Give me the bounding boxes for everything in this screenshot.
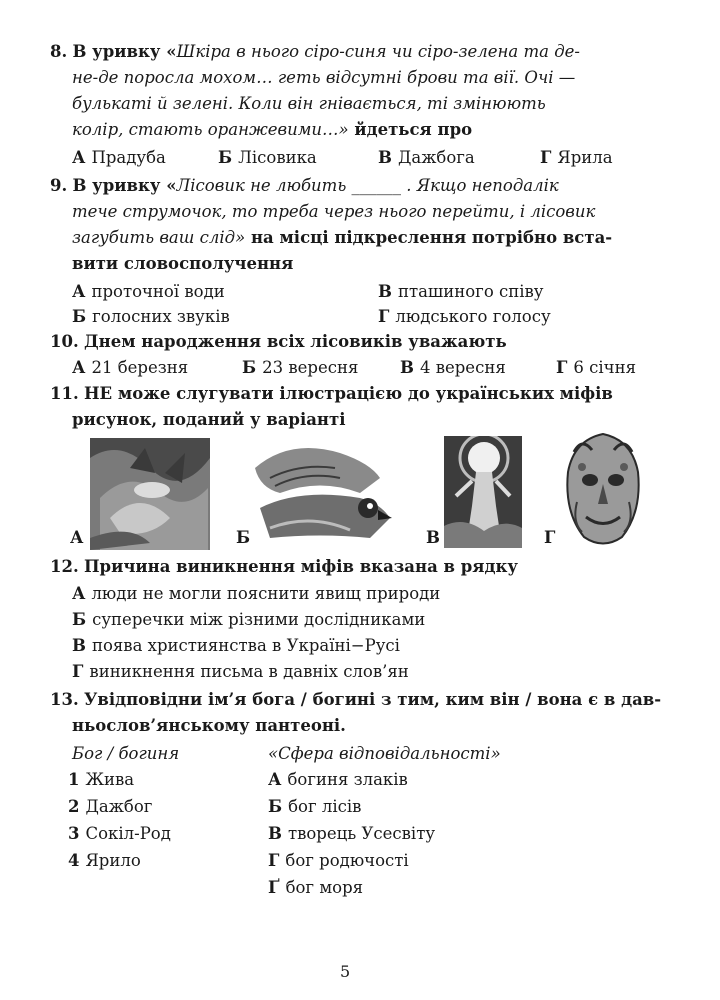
q12-text: Причина виникнення міфів вказана в рядку: [83, 557, 518, 576]
q13-text-1: Увідповідни ім’я бога / богині з тим, ким він / вона є в дав-: [83, 690, 662, 709]
q8-lead: В уривку «: [72, 42, 177, 61]
q8-line-1: [50, 40, 580, 64]
q12-number: 12.: [50, 557, 79, 576]
q11-number: 11.: [50, 384, 79, 403]
q9-quote-2: тече струмочок, то треба через нього перейти, і лісовик: [72, 202, 596, 221]
q11-line-1: [50, 382, 613, 406]
q9-number: 9.: [50, 176, 68, 195]
q13-right-ge: Ґ бог моря: [268, 878, 364, 897]
q12-option-b: Б суперечки між різними дослідниками: [72, 610, 426, 629]
q13-text-2: ньослов’янському пантеоні.: [72, 716, 346, 735]
q13-left-4: 4 Ярило: [68, 851, 141, 870]
q10-option-g: Г 6 січня: [556, 358, 636, 377]
q12-option-g: Г виникнення письма в давніх слов’ян: [72, 662, 409, 681]
mask-illustration: [562, 432, 644, 550]
q9-tail: на місці підкреслення потрібно вста-: [245, 228, 613, 247]
q13-right-v: В творець Усесвіту: [268, 824, 436, 843]
q8-line-4: [72, 118, 472, 142]
q13-right-b: Б бог лісів: [268, 797, 362, 816]
q10-option-a: А 21 березня: [72, 358, 189, 377]
page-number: 5: [340, 962, 351, 981]
q9-option-a: А проточної води: [72, 282, 225, 301]
q9-line-3: [72, 226, 612, 250]
q9-line-1: [50, 174, 559, 198]
q8-quote-1: Шкіра в нього сіро-синя чи сіро-зелена та де-: [176, 42, 581, 61]
q10-option-v: В 4 вересня: [400, 358, 506, 377]
q8-option-v: В Дажбога: [378, 148, 475, 167]
q12-line: [50, 555, 518, 579]
q11-text-1: НЕ може слугувати ілюстрацією до українських міфів: [83, 384, 613, 403]
q9-quote-3: загубить ваш слід»: [72, 228, 246, 247]
q9-option-v: В пташиного співу: [378, 282, 544, 301]
q8-quote-2: не-де поросла мохом… геть відсутні брови та вії. Очі —: [72, 68, 576, 87]
q8-quote-4: колір, стають оранжевими…»: [72, 120, 349, 139]
q12-option-v: В поява християнства в Україні−Русі: [72, 636, 400, 655]
q13-left-2: 2 Дажбог: [68, 797, 153, 816]
sun-god-illustration: [444, 436, 522, 548]
q8-option-b: Б Лісовика: [218, 148, 317, 167]
q9-quote-1: Лісовик не любить ______ . Якщо неподалік: [176, 176, 559, 195]
fox-illustration: [90, 438, 210, 550]
q10-line: [50, 330, 507, 354]
q8-option-g: Г Ярила: [540, 148, 613, 167]
pic-label-b: Б: [236, 528, 251, 547]
q9-lead: В уривку «: [72, 176, 177, 195]
q8-quote-3: булькаті й зелені. Коли він гнівається, ті змінюють: [72, 94, 546, 113]
q10-text: Днем народження всіх лісовиків уважають: [83, 332, 507, 351]
q9-option-g: Г людського голосу: [378, 307, 551, 326]
q13-left-3: 3 Сокіл-Род: [68, 824, 171, 843]
q9-option-b: Б голосних звуків: [72, 307, 230, 326]
q10-number: 10.: [50, 332, 79, 351]
pic-label-v: В: [426, 528, 440, 547]
q13-line-1: [50, 688, 661, 712]
q8-number: 8.: [50, 42, 68, 61]
q13-right-g: Г бог родючості: [268, 851, 409, 870]
pic-label-g: Г: [544, 528, 556, 547]
q9-line-4: вити словосполучення: [72, 254, 294, 273]
q10-option-b: Б 23 вересня: [242, 358, 359, 377]
q13-col1-head: Бог / богиня: [72, 744, 180, 763]
pic-label-a: А: [70, 528, 84, 547]
q11-text-2: рисунок, поданий у варіанті: [72, 410, 346, 429]
q8-tail: йдеться про: [348, 120, 473, 139]
falcon-illustration: [250, 438, 398, 546]
q8-option-a: А Прадуба: [72, 148, 166, 167]
q13-col2-head: «Сфера відповідальності»: [268, 744, 501, 763]
q13-left-1: 1 Жива: [68, 770, 135, 789]
q12-option-a: А люди не могли пояснити явищ природи: [72, 584, 441, 603]
q13-number: 13.: [50, 690, 79, 709]
q13-right-a: А богиня злаків: [268, 770, 408, 789]
